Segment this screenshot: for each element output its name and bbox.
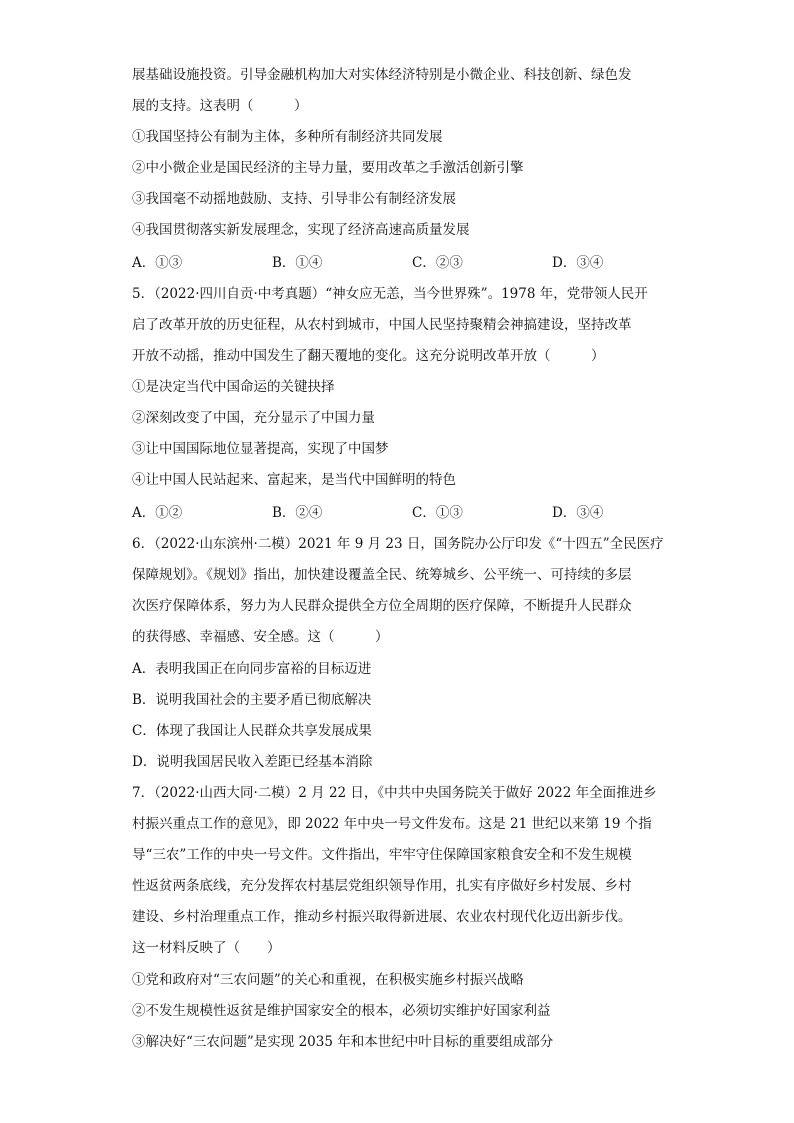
- q4-option-c: C．②③: [412, 255, 463, 271]
- q5-stem-line-2: 启了改革开放的历史征程，从农村到城市，中国人民坚持聚精会神搞建设，坚持改革: [132, 317, 632, 333]
- q5-option-b: B．②④: [272, 505, 323, 521]
- q6-choice-d: D．说明我国居民收入差距已经基本消除: [132, 754, 373, 770]
- q4-statement-4: ④我国贯彻落实新发展理念，实现了经济高速高质量发展: [132, 222, 470, 238]
- q5-statement-4: ④让中国人民站起来、富起来，是当代中国鲜明的特色: [132, 472, 456, 488]
- q4-option-a: A．①③: [132, 255, 183, 271]
- q7-stem-line-2: 村振兴重点工作的意见》，即 2022 年中央一号文件发布。这是 21 世纪以来第 19 个指: [132, 816, 652, 832]
- q6-stem-line-2: 保障规划》。《规划》指出，加快建设覆盖全民、统筹城乡、公平统一、可持续的多层: [132, 567, 632, 583]
- q6-choice-a: A．表明我国正在向同步富裕的目标迈进: [132, 661, 372, 677]
- q5-option-a: A．①②: [132, 505, 183, 521]
- q4-option-b: B．①④: [272, 255, 323, 271]
- q5-option-c: C．①③: [412, 505, 463, 521]
- q4-statement-1: ①我国坚持公有制为主体，多种所有制经济共同发展: [132, 129, 443, 145]
- q7-stem-line-6: 这一材料反映了（ ）: [132, 940, 281, 956]
- q6-stem-line-1: 6．（2022·山东滨州·二模）2021 年 9 月 23 日，国务院办公厅印发《“十四五”全民医疗: [132, 536, 664, 552]
- q4-statement-3: ③我国毫不动摇地鼓励、支持、引导非公有制经济发展: [132, 191, 456, 207]
- q4-option-d: D．③④: [552, 255, 604, 271]
- q4-stem-line-2: 展的支持。这表明（ ）: [132, 98, 308, 114]
- q5-statement-2: ②深刻改变了中国，充分显示了中国力量: [132, 410, 375, 426]
- q6-stem-line-3: 次医疗保障体系，努力为人民群众提供全方位全周期的医疗保障，不断提升人民群众: [132, 598, 632, 614]
- q5-statement-1: ①是决定当代中国命运的关键抉择: [132, 379, 335, 395]
- q7-stem-line-3: 导“三农”工作的中央一号文件。文件指出，牢牢守住保障国家粮食安全和不发生规模: [132, 847, 632, 863]
- q6-choice-b: B．说明我国社会的主要矛盾已彻底解决: [132, 692, 372, 708]
- q5-stem-line-1: 5．（2022·四川自贡·中考真题）“神女应无恙，当今世界殊”。1978 年，党带领人民开: [132, 286, 648, 302]
- q7-stem-line-1: 7．（2022·山西大同·二模）2 月 22 日，《中共中央国务院关于做好 2022 年全面推进乡: [132, 785, 657, 801]
- q6-stem-line-4: 的获得感、幸福感、安全感。这（ ）: [132, 629, 389, 645]
- q7-statement-3: ③解决好“三农问题”是实现 2035 年和本世纪中叶目标的重要组成部分: [132, 1034, 554, 1050]
- q4-stem-line-1: 展基础设施投资。引导金融机构加大对实体经济特别是小微企业、科技创新、绿色发: [132, 67, 632, 83]
- q6-choice-c: C．体现了我国让人民群众共享发展成果: [132, 723, 372, 739]
- q5-statement-3: ③让中国国际地位显著提高，实现了中国梦: [132, 441, 389, 457]
- q5-stem-line-3: 开放不动摇，推动中国发生了翻天覆地的变化。这充分说明改革开放（ ）: [132, 348, 605, 364]
- q7-statement-2: ②不发生规模性返贫是维护国家安全的根本，必须切实维护好国家利益: [132, 1003, 551, 1019]
- q7-statement-1: ①党和政府对“三农问题”的关心和重视，在积极实施乡村振兴战略: [132, 972, 524, 988]
- q7-stem-line-5: 建设、乡村治理重点工作，推动乡村振兴取得新进展、农业农村现代化迈出新步伐。: [132, 909, 632, 925]
- q5-option-d: D．③④: [552, 505, 604, 521]
- q7-stem-line-4: 性返贫两条底线，充分发挥农村基层党组织领导作用，扎实有序做好乡村发展、乡村: [132, 878, 632, 894]
- q4-statement-2: ②中小微企业是国民经济的主导力量，要用改革之手激活创新引擎: [132, 160, 524, 176]
